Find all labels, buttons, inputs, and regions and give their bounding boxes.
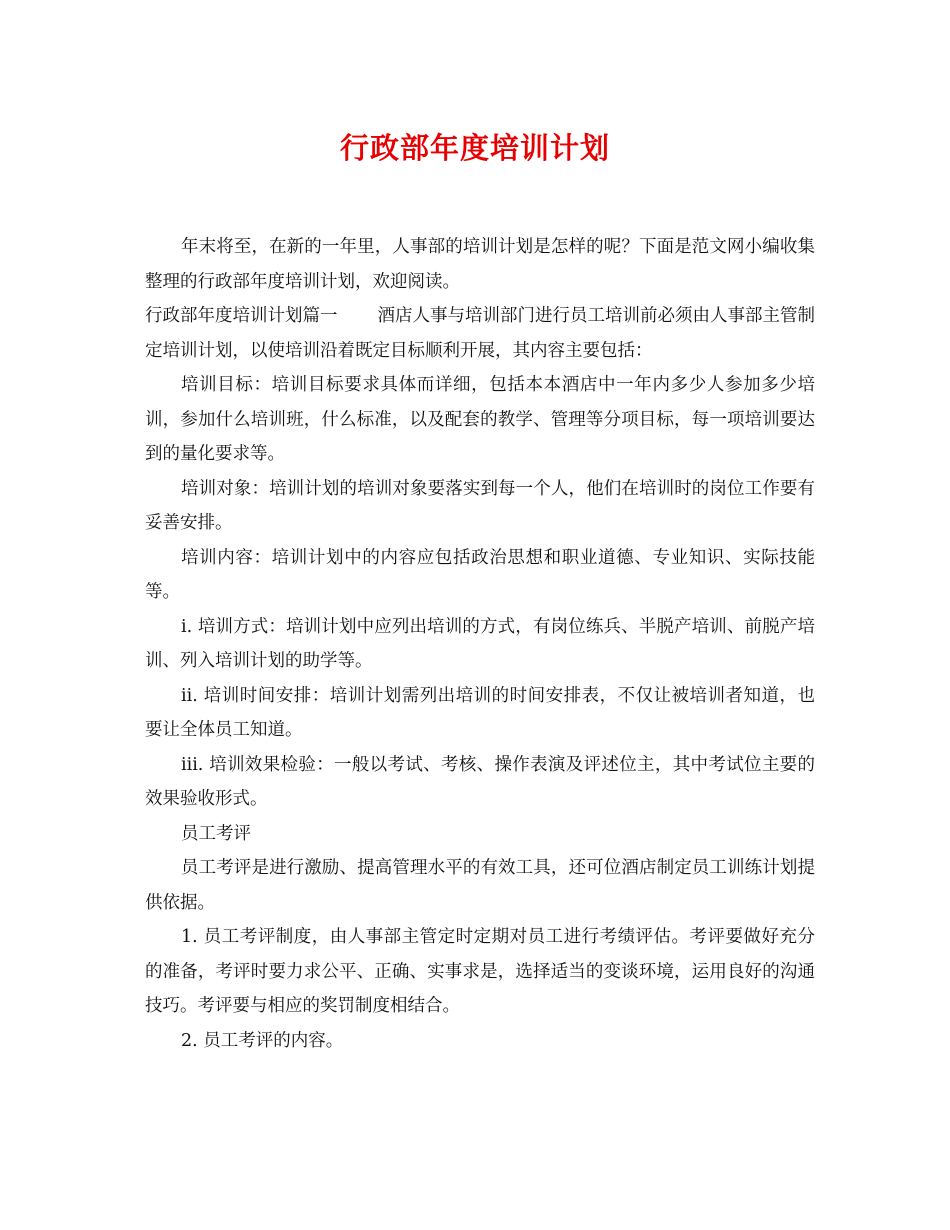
paragraph-review-content: 2. 员工考评的内容。 [181, 1030, 344, 1051]
section-paragraph [145, 299, 815, 368]
section-lead: 酒店人事与培训部门进行员工培训前必须由人事部主管制定培训计划，以使培训沿着既定目标顺利开展，其内容主要包括： [145, 306, 815, 361]
paragraph-training-goal: 培训目标：培训目标要求具体而详细，包括本本酒店中一年内多少人参加多少培训，参加什么培训班，什么标准，以及配套的教学、管理等分项目标，每一项培训要达到的量化要求等。 [145, 375, 815, 464]
paragraph-training-content: 培训内容：培训计划中的内容应包括政治思想和职业道德、专业知识、实际技能等。 [145, 547, 815, 602]
paragraph-training-schedule: ii. 培训时间安排：培训计划需列出培训的时间安排表，不仅让被培训者知道，也要让全体员工知道。 [145, 685, 815, 740]
document-body [145, 230, 815, 1058]
paragraph-training-method: i. 培训方式：培训计划中应列出培训的方式，有岗位练兵、半脱产培训、前脱产培训、列入培训计划的助学等。 [145, 616, 815, 671]
paragraph-employee-review-heading: 员工考评 [181, 823, 251, 844]
document-title: 行政部年度培训计划 [339, 131, 610, 165]
paragraph-training-target: 培训对象：培训计划的培训对象要落实到每一个人，他们在培训时的岗位工作要有妥善安排。 [145, 478, 815, 533]
paragraph-employee-review: 员工考评是进行激励、提高管理水平的有效工具，还可位酒店制定员工训练计划提供依据。 [145, 858, 815, 913]
paragraph-review-system: 1. 员工考评制度，由人事部主管定时定期对员工进行考绩评估。考评要做好充分的准备，考评时要力求公平、正确、实事求是，选择适当的变谈环境，运用良好的沟通技巧。考评要与相应的奖罚制度相结合。 [145, 927, 815, 1016]
paragraph-training-evaluation: iii. 培训效果检验：一般以考试、考核、操作表演及评述位主，其中考试位主要的效果验收形式。 [145, 754, 815, 809]
intro-paragraph: 年末将至，在新的一年里，人事部的培训计划是怎样的呢？下面是范文网小编收集整理的行政部年度培训计划，欢迎阅读。 [145, 237, 815, 292]
section-heading: 行政部年度培训计划篇一 [145, 306, 338, 326]
